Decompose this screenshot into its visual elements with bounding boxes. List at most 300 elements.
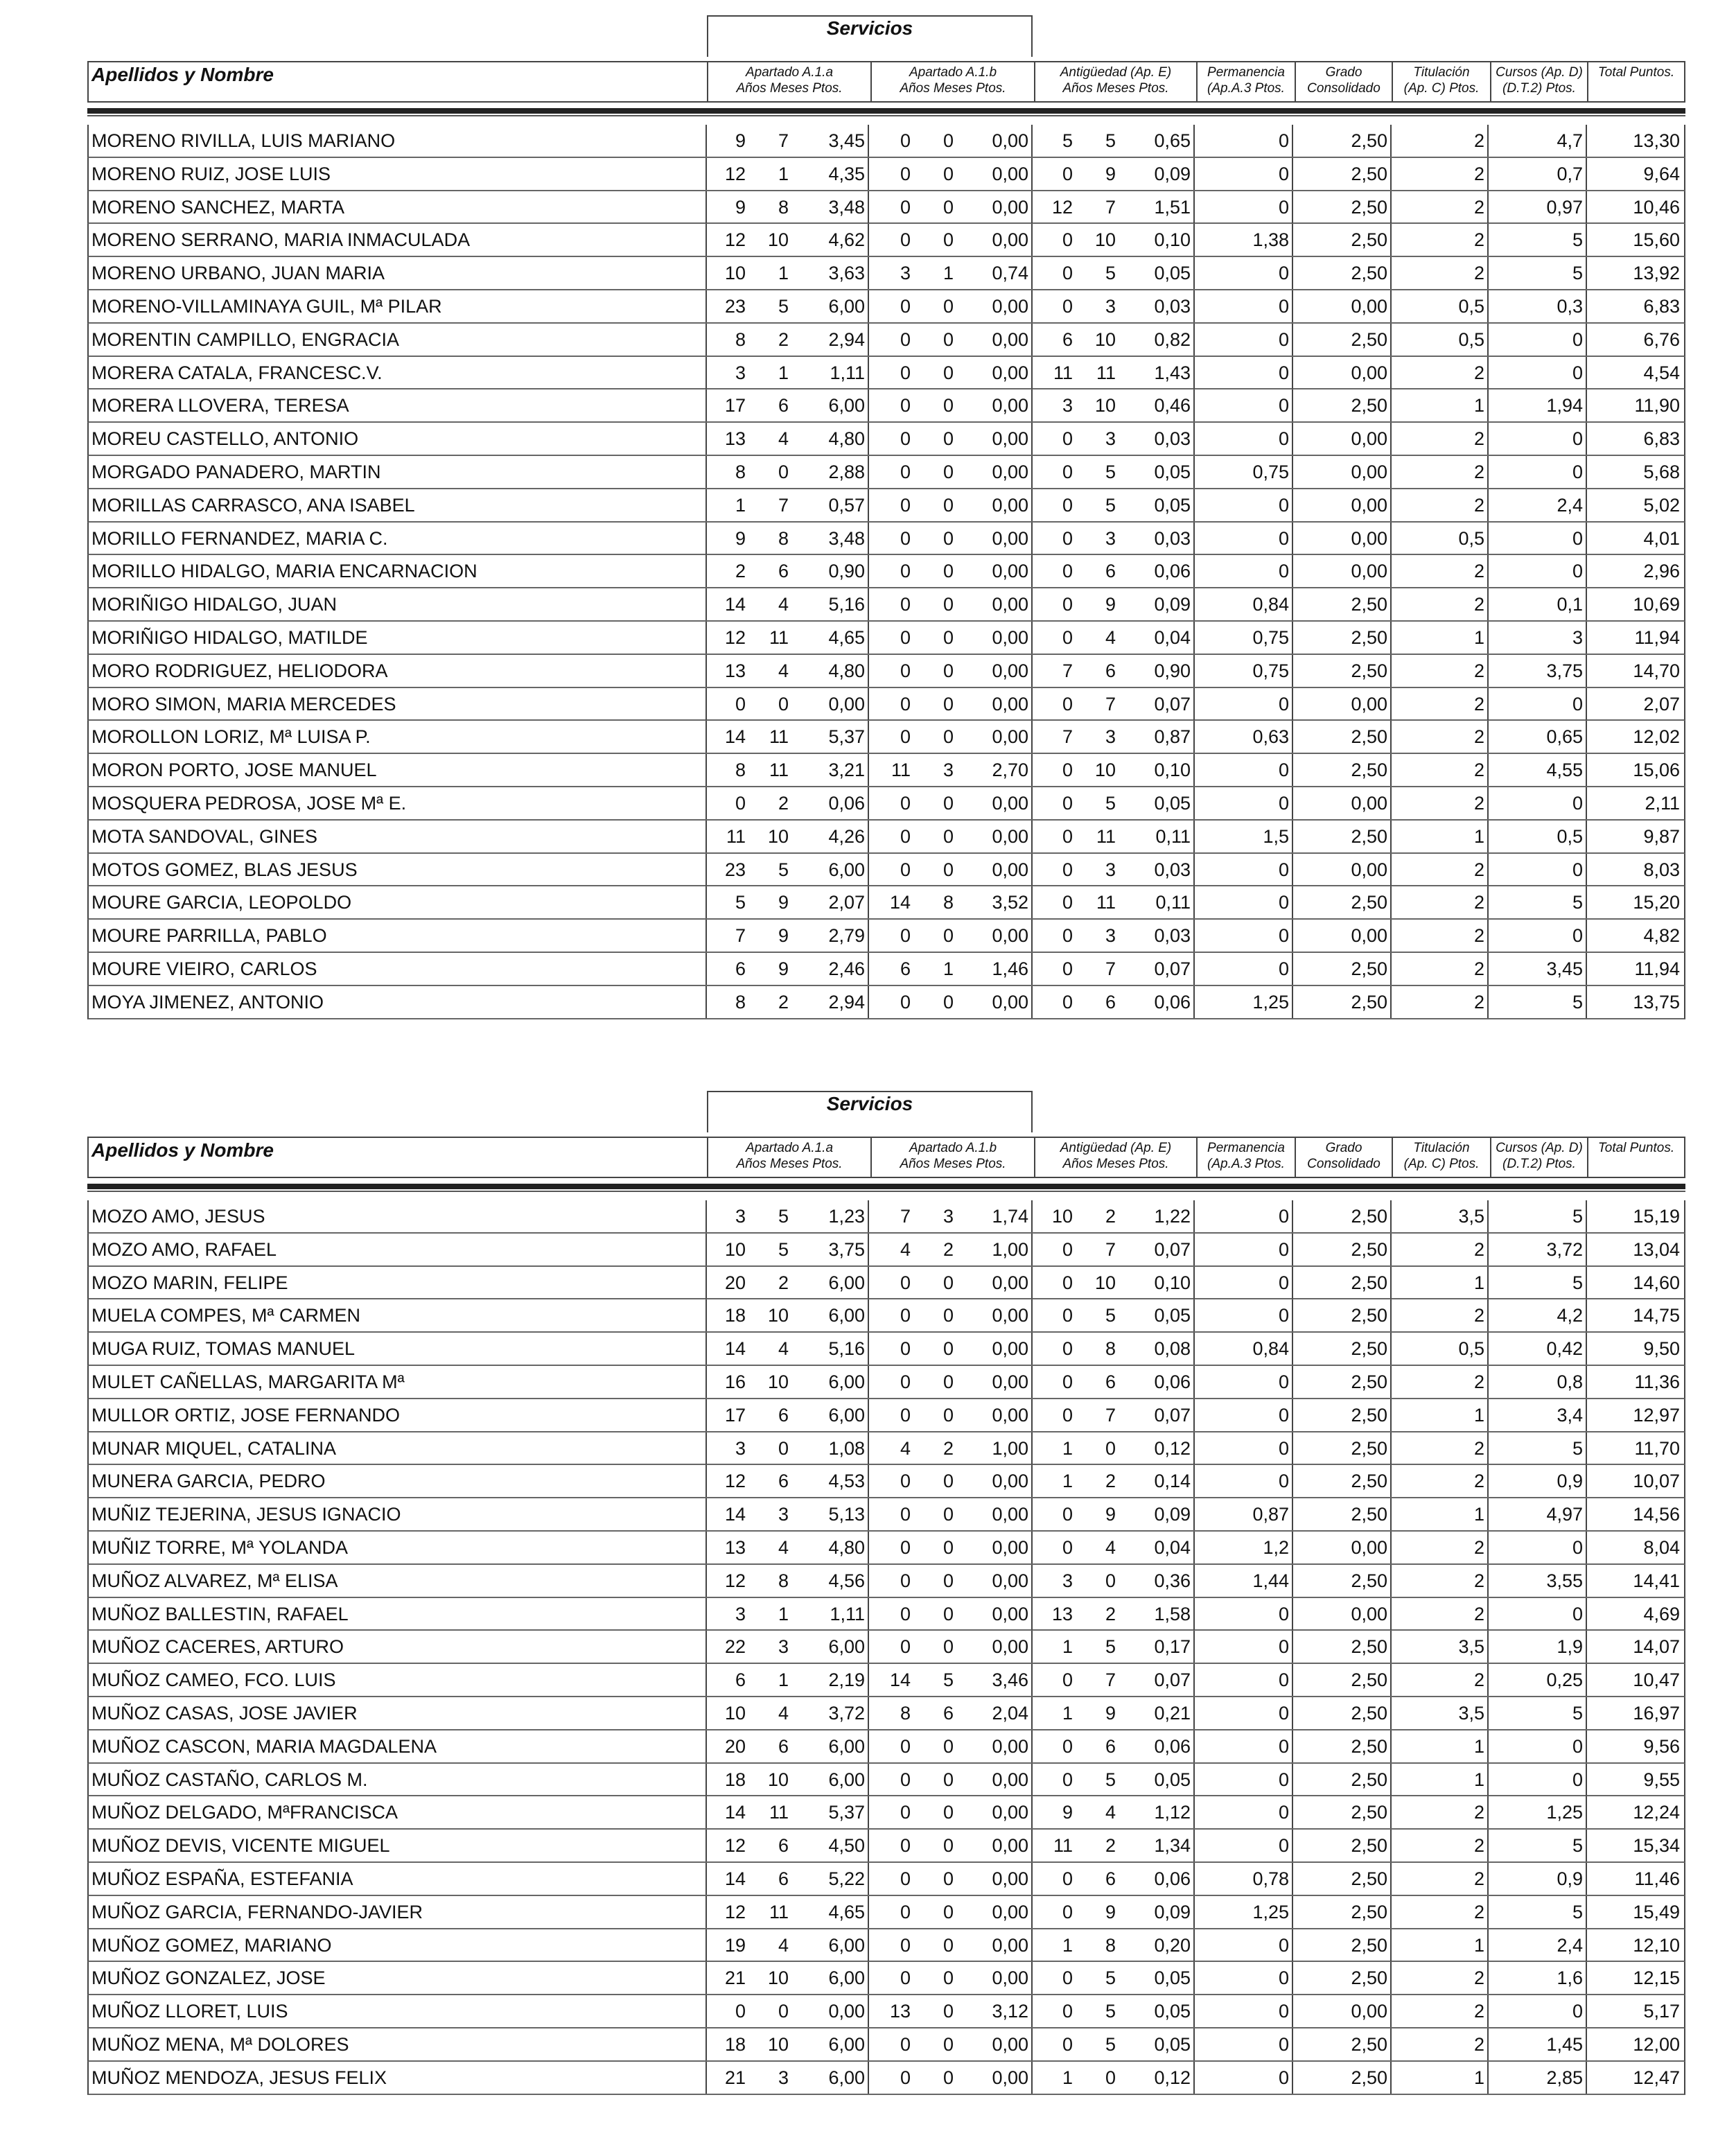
antig-anos: 9 [1062, 1802, 1073, 1823]
table-row [87, 1200, 1685, 1234]
cursos-ptos: 3,4 [1490, 1399, 1587, 1431]
permanencia-ptos: 1,38 [1196, 224, 1293, 256]
a1a-ptos: 4,56 [791, 1565, 869, 1597]
name-column-header: Apellidos y Nombre [91, 1139, 274, 1161]
grado-consolidado: 0,00 [1295, 854, 1392, 886]
header-rule-thin [87, 1191, 1685, 1192]
antig-anos: 10 [1051, 1206, 1073, 1227]
cursos-ptos: 0 [1490, 787, 1587, 819]
grado-header: Grado Consolidado [1295, 62, 1392, 101]
table-row [87, 920, 1685, 953]
a1a-ptos: 2,88 [791, 456, 869, 488]
antig-anos: 0 [1062, 859, 1073, 880]
antig-anos: 0 [1062, 1338, 1073, 1360]
a1b-anos: 0 [900, 1901, 911, 1922]
permanencia-ptos: 1,25 [1196, 986, 1293, 1018]
a1b-anos: 0 [900, 594, 911, 615]
total-puntos: 9,56 [1643, 1735, 1680, 1757]
a1b-meses: 1 [943, 958, 954, 979]
applicant-name: MORERA LLOVERA, TERESA [90, 389, 707, 421]
antig-meses: 10 [1094, 229, 1116, 251]
titulacion-ptos: 3,5 [1392, 1631, 1489, 1663]
a1a-ptos: 2,79 [791, 920, 869, 952]
total-puntos: 12,47 [1633, 2067, 1680, 2088]
a1b-meses: 0 [943, 2067, 954, 2088]
antig-meses: 7 [1105, 1404, 1116, 1426]
a1b-meses: 0 [943, 726, 954, 748]
permanencia-ptos: 0 [1196, 1664, 1293, 1696]
a1b-ptos: 0,00 [956, 1863, 1033, 1895]
permanencia-ptos: 0 [1196, 423, 1293, 455]
a1b-ptos: 0,00 [956, 389, 1033, 421]
antig-ptos: 0,06 [1119, 555, 1195, 587]
applicant-name: MORILLO HIDALGO, MARIA ENCARNACION [90, 555, 707, 587]
permanencia-ptos: 0 [1196, 290, 1293, 322]
a1a-anos: 18 [724, 2033, 746, 2055]
a1a-anos: 16 [724, 1371, 746, 1392]
a1b-anos: 11 [891, 760, 911, 781]
applicant-name: MORENO SANCHEZ, MARTA [90, 191, 707, 223]
antig-ptos: 0,05 [1119, 1299, 1195, 1331]
table-row [87, 1730, 1685, 1764]
antig-meses: 5 [1105, 2001, 1116, 2022]
grado-consolidado: 0,00 [1295, 456, 1392, 488]
table-row [87, 655, 1685, 688]
cursos-ptos: 5 [1490, 1432, 1587, 1464]
a1a-anos: 22 [724, 1636, 746, 1658]
applicant-name: MUÑOZ ALVAREZ, Mª ELISA [90, 1565, 707, 1597]
titulacion-ptos: 2 [1392, 986, 1489, 1018]
titulacion-ptos: 2 [1392, 787, 1489, 819]
a1a-meses: 2 [778, 991, 789, 1013]
antig-meses: 10 [1094, 1272, 1116, 1293]
a1b-anos: 0 [900, 1603, 911, 1624]
table-row [87, 1664, 1685, 1697]
a1b-anos: 0 [900, 196, 911, 218]
total-puntos: 15,34 [1633, 1835, 1680, 1857]
permanencia-ptos: 0 [1196, 1962, 1293, 1994]
total-puntos: 11,94 [1634, 958, 1680, 979]
applicant-name: MOZO MARIN, FELIPE [90, 1267, 707, 1299]
antig-ptos: 0,05 [1119, 1764, 1195, 1796]
a1b-ptos: 0,00 [956, 191, 1033, 223]
grado-consolidado: 0,00 [1295, 357, 1392, 389]
apartado-a1b-header: Apartado A.1.b Años Meses Ptos. [870, 1138, 1034, 1177]
a1b-meses: 0 [943, 1868, 954, 1889]
grado-consolidado: 0,00 [1295, 290, 1392, 322]
a1b-ptos: 0,00 [956, 986, 1033, 1018]
header-rule [87, 1184, 1685, 1189]
antig-anos: 11 [1053, 362, 1073, 383]
permanencia-ptos: 0,63 [1196, 721, 1293, 753]
cursos-ptos: 0 [1490, 1532, 1587, 1563]
antig-meses: 5 [1105, 130, 1116, 151]
a1a-meses: 7 [778, 494, 789, 516]
table-row [87, 1465, 1685, 1498]
antig-anos: 0 [1062, 1769, 1073, 1790]
titulacion-ptos: 2 [1392, 688, 1489, 720]
antig-ptos: 0,09 [1119, 1498, 1195, 1530]
cursos-ptos: 0 [1490, 324, 1587, 356]
grado-consolidado: 2,50 [1295, 754, 1392, 786]
table-row [87, 290, 1685, 324]
total-puntos: 9,64 [1643, 163, 1680, 184]
cursos-ptos: 5 [1490, 886, 1587, 918]
a1b-anos: 0 [900, 1471, 911, 1492]
applicant-name: MOURE GARCIA, LEOPOLDO [90, 886, 707, 918]
antig-ptos: 0,21 [1119, 1697, 1195, 1729]
permanencia-ptos: 0 [1196, 1995, 1293, 2027]
titulacion-ptos: 2 [1392, 1962, 1489, 1994]
antig-meses: 7 [1105, 1669, 1116, 1691]
a1b-anos: 0 [900, 1769, 911, 1790]
antig-meses: 3 [1105, 527, 1116, 549]
grado-consolidado: 2,50 [1295, 1929, 1392, 1961]
antig-meses: 6 [1105, 1868, 1116, 1889]
a1a-ptos: 6,00 [791, 1730, 869, 1762]
a1b-meses: 0 [943, 1769, 954, 1790]
antig-ptos: 0,07 [1119, 953, 1195, 985]
a1b-ptos: 0,00 [956, 1929, 1033, 1961]
permanencia-ptos: 0 [1196, 2062, 1293, 2094]
a1a-meses: 9 [778, 958, 789, 979]
a1a-anos: 1 [735, 494, 746, 516]
a1b-ptos: 0,00 [956, 920, 1033, 952]
antig-meses: 6 [1105, 991, 1116, 1013]
titulacion-ptos: 2 [1392, 1234, 1489, 1265]
permanencia-ptos: 0 [1196, 357, 1293, 389]
a1a-meses: 8 [778, 1570, 789, 1591]
antig-meses: 3 [1105, 859, 1116, 880]
a1a-meses: 10 [767, 1305, 789, 1326]
a1b-anos: 3 [900, 263, 911, 284]
a1b-meses: 0 [943, 295, 954, 317]
titulacion-ptos: 2 [1392, 854, 1489, 886]
permanencia-ptos: 0 [1196, 1234, 1293, 1265]
titulacion-ptos: 2 [1392, 1796, 1489, 1828]
cursos-ptos: 0,5 [1490, 821, 1587, 852]
antig-meses: 3 [1105, 726, 1116, 748]
a1b-anos: 0 [900, 626, 911, 648]
permanencia-ptos: 0 [1196, 191, 1293, 223]
table-row [87, 622, 1685, 655]
cursos-ptos: 0,25 [1490, 1664, 1587, 1696]
titulacion-ptos: 2 [1392, 886, 1489, 918]
a1b-meses: 0 [943, 1835, 954, 1857]
antig-ptos: 1,22 [1119, 1200, 1195, 1232]
cursos-ptos: 0 [1490, 1764, 1587, 1796]
cursos-ptos: 5 [1490, 1200, 1587, 1232]
a1a-ptos: 4,65 [791, 1896, 869, 1928]
antig-anos: 0 [1062, 494, 1073, 516]
antig-anos: 0 [1062, 1735, 1073, 1757]
a1a-anos: 3 [735, 1603, 746, 1624]
a1a-meses: 1 [778, 1603, 789, 1624]
table-row [87, 953, 1685, 986]
a1a-anos: 18 [724, 1305, 746, 1326]
total-puntos: 9,87 [1643, 825, 1680, 847]
table-row [87, 1432, 1685, 1466]
cursos-ptos: 5 [1490, 986, 1587, 1018]
a1a-anos: 10 [724, 263, 746, 284]
a1a-meses: 10 [767, 1371, 789, 1392]
a1b-meses: 0 [943, 1603, 954, 1624]
grado-consolidado: 0,00 [1295, 787, 1392, 819]
a1a-meses: 0 [778, 693, 789, 715]
table-row [87, 357, 1685, 390]
total-puntos: 13,30 [1633, 130, 1680, 151]
a1a-ptos: 1,23 [791, 1200, 869, 1232]
applicant-name: MORO RODRIGUEZ, HELIODORA [90, 655, 707, 687]
a1b-meses: 0 [943, 2033, 954, 2055]
total-puntos: 4,82 [1643, 925, 1680, 947]
titulacion-ptos: 1 [1392, 1498, 1489, 1530]
a1a-ptos: 4,35 [791, 158, 869, 190]
a1b-meses: 0 [943, 1404, 954, 1426]
a1b-meses: 2 [943, 1238, 954, 1260]
a1a-anos: 12 [724, 1570, 746, 1591]
a1a-ptos: 0,00 [791, 1995, 869, 2027]
table-row [87, 1830, 1685, 1863]
a1b-anos: 0 [900, 1404, 911, 1426]
titulacion-ptos: 2 [1392, 125, 1489, 157]
antig-ptos: 0,11 [1119, 886, 1195, 918]
applicant-name: MOZO AMO, JESUS [90, 1200, 707, 1232]
a1b-ptos: 0,00 [956, 1565, 1033, 1597]
applicant-name: MUÑIZ TORRE, Mª YOLANDA [90, 1532, 707, 1563]
table-row [87, 721, 1685, 754]
titulacion-ptos: 0,5 [1392, 324, 1489, 356]
titulacion-ptos: 2 [1392, 1432, 1489, 1464]
antig-meses: 7 [1105, 693, 1116, 715]
antig-anos: 0 [1062, 527, 1073, 549]
total-puntos: 8,04 [1643, 1536, 1680, 1558]
titulacion-ptos: 2 [1392, 1830, 1489, 1861]
applicant-name: MUGA RUIZ, TOMAS MANUEL [90, 1333, 707, 1365]
titulacion-ptos: 2 [1392, 555, 1489, 587]
a1a-ptos: 1,08 [791, 1432, 869, 1464]
a1b-anos: 0 [900, 130, 911, 151]
permanencia-ptos: 0 [1196, 1399, 1293, 1431]
permanencia-ptos: 0 [1196, 886, 1293, 918]
applicant-name: MORO SIMON, MARIA MERCEDES [90, 688, 707, 720]
a1b-anos: 0 [900, 1934, 911, 1956]
antig-meses: 2 [1105, 1835, 1116, 1857]
a1b-ptos: 0,00 [956, 1598, 1033, 1630]
table-row [87, 754, 1685, 787]
grado-consolidado: 0,00 [1295, 688, 1392, 720]
antig-ptos: 0,65 [1119, 125, 1195, 157]
antig-anos: 0 [1062, 991, 1073, 1013]
a1a-anos: 3 [735, 1437, 746, 1459]
a1b-meses: 0 [943, 130, 954, 151]
table-row [87, 986, 1685, 1019]
permanencia-ptos: 0 [1196, 1299, 1293, 1331]
a1a-anos: 14 [724, 594, 746, 615]
a1b-meses: 0 [943, 825, 954, 847]
a1a-meses: 4 [778, 660, 789, 681]
a1b-ptos: 0,74 [956, 257, 1033, 289]
a1a-ptos: 0,57 [791, 489, 869, 521]
applicant-name: MUÑOZ CACERES, ARTURO [90, 1631, 707, 1663]
applicant-name: MUÑOZ GARCIA, FERNANDO-JAVIER [90, 1896, 707, 1928]
a1a-meses: 9 [778, 892, 789, 913]
permanencia-ptos: 0 [1196, 2028, 1293, 2060]
a1b-ptos: 0,00 [956, 1631, 1033, 1663]
antig-ptos: 0,07 [1119, 1664, 1195, 1696]
grado-consolidado: 2,50 [1295, 622, 1392, 654]
titulacion-ptos: 2 [1392, 1896, 1489, 1928]
grado-consolidado: 0,00 [1295, 1532, 1392, 1563]
a1a-anos: 9 [735, 527, 746, 549]
cursos-ptos: 1,9 [1490, 1631, 1587, 1663]
header-rule [87, 108, 1685, 114]
cursos-ptos: 0 [1490, 357, 1587, 389]
a1b-ptos: 0,00 [956, 821, 1033, 852]
a1b-meses: 0 [943, 428, 954, 450]
total-puntos: 12,15 [1633, 1967, 1680, 1989]
cursos-ptos: 4,2 [1490, 1299, 1587, 1331]
a1b-meses: 0 [943, 2001, 954, 2022]
permanencia-header: Permanencia (Ap.A.3 Ptos. [1196, 1138, 1295, 1177]
grado-consolidado: 2,50 [1295, 2062, 1392, 2094]
a1a-ptos: 6,00 [791, 2062, 869, 2094]
a1a-meses: 3 [778, 1504, 789, 1525]
antig-ptos: 0,08 [1119, 1333, 1195, 1365]
cursos-ptos: 2,85 [1490, 2062, 1587, 2094]
a1a-ptos: 6,00 [791, 1399, 869, 1431]
antig-anos: 0 [1062, 461, 1073, 482]
a1b-ptos: 0,00 [956, 1730, 1033, 1762]
a1b-ptos: 0,00 [956, 224, 1033, 256]
a1a-anos: 3 [735, 362, 746, 383]
a1b-anos: 0 [900, 1636, 911, 1658]
titulacion-ptos: 2 [1392, 721, 1489, 753]
antig-meses: 0 [1105, 2067, 1116, 2088]
table-body [87, 1200, 1685, 2095]
a1b-meses: 0 [943, 527, 954, 549]
a1a-meses: 6 [778, 1868, 789, 1889]
grado-consolidado: 2,50 [1295, 1465, 1392, 1497]
table-row [87, 1598, 1685, 1631]
a1a-ptos: 2,07 [791, 886, 869, 918]
applicant-name: MORIÑIGO HIDALGO, MATILDE [90, 622, 707, 654]
total-puntos: 9,55 [1643, 1769, 1680, 1790]
permanencia-ptos: 0 [1196, 1631, 1293, 1663]
a1b-anos: 0 [900, 1802, 911, 1823]
cursos-ptos: 0,42 [1490, 1333, 1587, 1365]
a1b-meses: 0 [943, 626, 954, 648]
table-row [87, 1764, 1685, 1797]
titulacion-header: Titulación (Ap. C) Ptos. [1392, 62, 1490, 101]
permanencia-ptos: 0 [1196, 1366, 1293, 1398]
a1a-anos: 13 [724, 1536, 746, 1558]
a1a-ptos: 3,45 [791, 125, 869, 157]
total-puntos: 6,83 [1643, 295, 1680, 317]
a1b-meses: 3 [943, 760, 954, 781]
total-puntos: 2,11 [1645, 792, 1680, 814]
table-body [87, 125, 1685, 1019]
antig-meses: 5 [1105, 1636, 1116, 1658]
a1a-ptos: 4,80 [791, 1532, 869, 1563]
table-row [87, 1962, 1685, 1995]
a1a-meses: 5 [778, 1206, 789, 1227]
a1b-anos: 0 [900, 726, 911, 748]
a1a-ptos: 4,62 [791, 224, 869, 256]
a1a-anos: 9 [735, 130, 746, 151]
a1a-ptos: 4,65 [791, 622, 869, 654]
titulacion-ptos: 3,5 [1392, 1200, 1489, 1232]
table-row [87, 125, 1685, 158]
antig-ptos: 0,20 [1119, 1929, 1195, 1961]
grado-consolidado: 2,50 [1295, 1565, 1392, 1597]
a1a-ptos: 6,00 [791, 2028, 869, 2060]
antig-ptos: 1,58 [1119, 1598, 1195, 1630]
antig-anos: 0 [1062, 163, 1073, 184]
cursos-ptos: 0,9 [1490, 1863, 1587, 1895]
grado-consolidado: 2,50 [1295, 1234, 1392, 1265]
a1b-meses: 0 [943, 1735, 954, 1757]
grado-consolidado: 2,50 [1295, 1697, 1392, 1729]
antig-ptos: 0,10 [1119, 754, 1195, 786]
a1a-meses: 6 [778, 1404, 789, 1426]
cursos-ptos: 4,97 [1490, 1498, 1587, 1530]
a1b-anos: 0 [900, 660, 911, 681]
titulacion-ptos: 2 [1392, 224, 1489, 256]
applicant-name: MUÑOZ CASAS, JOSE JAVIER [90, 1697, 707, 1729]
antig-anos: 12 [1051, 196, 1073, 218]
grado-consolidado: 2,50 [1295, 1200, 1392, 1232]
total-puntos: 8,03 [1643, 859, 1680, 880]
a1b-anos: 0 [900, 1570, 911, 1591]
a1b-meses: 0 [943, 1536, 954, 1558]
antig-meses: 10 [1094, 328, 1116, 350]
applicant-name: MUÑOZ CASTAÑO, CARLOS M. [90, 1764, 707, 1796]
antig-anos: 0 [1062, 561, 1073, 582]
antig-anos: 0 [1062, 1669, 1073, 1691]
a1b-meses: 5 [943, 1669, 954, 1691]
total-puntos: 12,02 [1633, 726, 1680, 748]
a1a-anos: 0 [735, 792, 746, 814]
table-row [87, 224, 1685, 257]
total-puntos: 13,04 [1633, 1238, 1680, 1260]
applicant-name: MORILLO FERNANDEZ, MARIA C. [90, 523, 707, 554]
a1a-anos: 10 [724, 1702, 746, 1724]
titulacion-ptos: 2 [1392, 1366, 1489, 1398]
table-row [87, 1697, 1685, 1730]
a1b-anos: 0 [900, 428, 911, 450]
antig-anos: 0 [1062, 594, 1073, 615]
permanencia-ptos: 0 [1196, 1432, 1293, 1464]
antig-anos: 0 [1062, 295, 1073, 317]
table-row [87, 1863, 1685, 1896]
total-puntos: 15,19 [1633, 1206, 1680, 1227]
table-row [87, 854, 1685, 887]
a1b-ptos: 0,00 [956, 1532, 1033, 1563]
a1a-anos: 7 [735, 925, 746, 947]
antig-ptos: 0,46 [1119, 389, 1195, 421]
a1b-ptos: 1,00 [956, 1234, 1033, 1265]
a1a-anos: 0 [735, 693, 746, 715]
table-row [87, 787, 1685, 821]
a1a-ptos: 0,00 [791, 688, 869, 720]
applicant-name: MUÑOZ BALLESTIN, RAFAEL [90, 1598, 707, 1630]
antig-meses: 7 [1105, 196, 1116, 218]
antig-anos: 0 [1062, 1967, 1073, 1989]
permanencia-ptos: 0 [1196, 125, 1293, 157]
total-puntos: 4,01 [1643, 527, 1680, 549]
titulacion-ptos: 2 [1392, 1995, 1489, 2027]
